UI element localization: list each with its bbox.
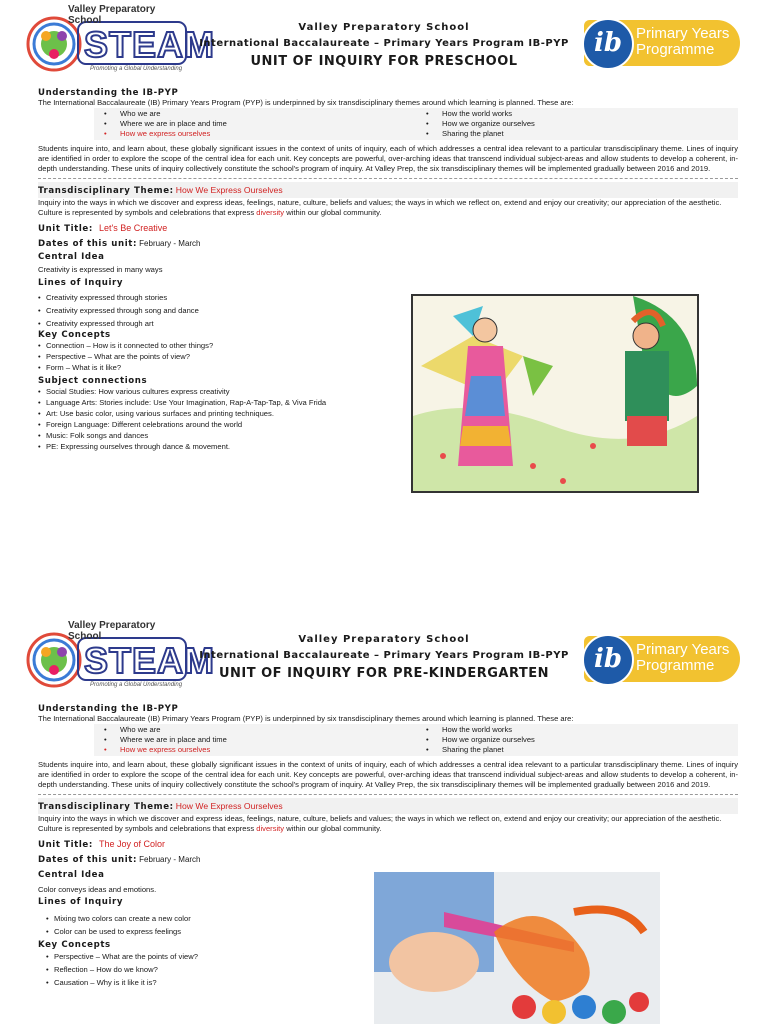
ib-symbol: ib <box>582 18 634 70</box>
painting-photo-illustration <box>374 872 660 1024</box>
central-idea-label: Central Idea <box>38 870 105 880</box>
central-idea-label: Central Idea <box>38 252 105 262</box>
ib-logo-text <box>636 642 729 674</box>
understanding-title: Understanding the IB-PYP <box>38 704 179 714</box>
theme-item: • Sharing the planet <box>426 745 738 755</box>
school-name: Valley Preparatory School <box>298 634 470 645</box>
page-header <box>0 0 768 88</box>
central-idea: Creativity is expressed in many ways <box>38 265 163 274</box>
unit-title-row <box>38 839 738 850</box>
list-item: • Creativity expressed through art <box>38 317 738 330</box>
td-value: How We Express Ourselves <box>175 185 283 195</box>
ib-pyp-logo <box>584 636 740 682</box>
list-item: • Creativity expressed through song and dance <box>38 304 738 317</box>
central-idea: Color conveys ideas and emotions. <box>38 885 157 894</box>
td-label: Transdisciplinary Theme: <box>38 186 174 196</box>
theme-item: • Where we are in place and time <box>104 735 416 745</box>
divider <box>38 794 738 795</box>
theme-item: • How the world works <box>426 109 738 119</box>
divider <box>38 178 738 179</box>
drawing-illustration <box>413 296 697 491</box>
themes-column-right <box>416 109 738 139</box>
list-item: • Perspective – What are the points of view? <box>46 950 738 963</box>
ib-logo-line2: Programme <box>636 657 715 674</box>
intro-text: The International Baccalaureate (IB) Primary Years Program (PYP) is underpinned by six transdisciplinary themes around which learning is planned. These are: <box>38 98 574 107</box>
understanding-title: Understanding the IB-PYP <box>38 88 179 98</box>
children-drawing-image <box>411 294 699 493</box>
list-item: • Mixing two colors can create a new color <box>46 912 738 925</box>
list-item: • Color can be used to express feelings <box>46 925 738 938</box>
td-desc-highlight: diversity <box>256 208 285 217</box>
unit-title-label: Unit Title: <box>38 224 93 234</box>
key-concepts-label: Key Concepts <box>38 330 111 340</box>
list-item: • Foreign Language: Different celebrations around the world <box>38 419 738 430</box>
theme-item: • How we organize ourselves <box>426 735 738 745</box>
list-item: • PE: Expressing ourselves through dance & movement. <box>38 441 738 452</box>
unit-heading: UNIT OF INQUIRY FOR PRESCHOOL <box>250 54 518 69</box>
unit-title: Let's Be Creative <box>99 223 168 233</box>
list-item: • Creativity expressed through stories <box>38 291 738 304</box>
dates-label: Dates of this unit: <box>38 855 138 865</box>
inquiry-paragraph: Students inquire into, and learn about, these globally significant issues in the context of units of inquiry, each of which addresses a central idea relevant to a particular transdisciplinary theme. Lines of inquiry are identified in order to explore the scope of the central idea for each unit. Key concepts are powerful, over-arching ideas that transcend individual subject-areas and allow students to develop a coherent, in-depth understanding. These units of inquiry collectively constitute the school's program of inquiry. At Valley Prep, the six transdisciplinary themes will be implemented gradually between 2016 and 2019. <box>38 760 738 789</box>
td-desc-end: within our global community. <box>284 824 382 833</box>
list-item: • Perspective – What are the points of view? <box>38 351 738 362</box>
unit-title-label: Unit Title: <box>38 840 93 850</box>
theme-item: • Where we are in place and time <box>104 119 416 129</box>
list-item: • Connection – How is it connected to other things? <box>38 340 738 351</box>
logo-tagline: Promoting a Global Understanding <box>90 66 183 72</box>
unit-title-row <box>38 223 738 234</box>
ib-logo-line1: Primary Years <box>636 641 730 658</box>
unit-heading: UNIT OF INQUIRY FOR PRE-KINDERGARTEN <box>218 666 550 681</box>
key-concepts-label: Key Concepts <box>38 940 111 950</box>
theme-item: • How the world works <box>426 725 738 735</box>
program-name: International Baccalaureate – Primary Years Program IB-PYP <box>199 38 569 49</box>
themes-column-left <box>94 725 416 755</box>
td-label: Transdisciplinary Theme: <box>38 802 174 812</box>
child-painting-photo <box>374 872 660 1024</box>
themes-list <box>94 108 738 140</box>
list-item: • Art: Use basic color, using various surfaces and printing techniques. <box>38 408 738 419</box>
transdisciplinary-theme-bar <box>38 798 738 814</box>
themes-list <box>94 724 738 756</box>
themes-column-right <box>416 725 738 755</box>
list-item: • Form – What is it like? <box>38 362 738 373</box>
td-description <box>38 814 738 834</box>
logo-tagline: Promoting a Global Understanding <box>90 682 183 688</box>
dates-row <box>38 855 738 865</box>
list-item: • Reflection – How do we know? <box>46 963 738 976</box>
lines-of-inquiry-label: Lines of Inquiry <box>38 278 124 288</box>
inquiry-paragraph: Students inquire into, and learn about, these globally significant issues in the context of units of inquiry, each of which addresses a central idea relevant to a particular transdisciplinary theme. Lines of inquiry are identified in order to explore the scope of the central idea for each unit. Key concepts are powerful, over-arching ideas that transcend individual subject-areas and allow students to develop a coherent, in-depth understanding. These units of inquiry collectively constitute the school's program of inquiry. At Valley Prep, the six transdisciplinary themes will be implemented gradually between 2016 and 2019. <box>38 144 738 173</box>
unit-pre-kindergarten <box>0 616 768 1024</box>
td-desc-end: within our global community. <box>284 208 382 217</box>
ib-logo-line1: Primary Years <box>636 25 730 42</box>
td-desc-highlight: diversity <box>256 824 285 833</box>
td-desc-text: Inquiry into the ways in which we discover and express ideas, feelings, nature, culture, beliefs and values; the ways in which we reflect on, extend and enjoy our creativity; our appreciation of the aesthetic. Culture is represented by symbols and celebrations that express <box>38 198 722 217</box>
list-item: • Language Arts: Stories include: Use Your Imagination, Rap-A-Tap-Tap, & Viva Frida <box>38 397 738 408</box>
td-desc-text: Inquiry into the ways in which we discover and express ideas, feelings, nature, culture, beliefs and values; the ways in which we reflect on, extend and enjoy our creativity; our appreciation of the aesthetic. Culture is represented by symbols and celebrations that express <box>38 814 722 833</box>
list-item: • Causation – Why is it like it is? <box>46 976 738 989</box>
logo-school-name: Valley Preparatory School <box>68 620 156 642</box>
dates-label: Dates of this unit: <box>38 239 138 249</box>
logo-school-name: Valley Preparatory School <box>68 4 156 26</box>
theme-item-highlighted: • How we express ourselves <box>104 745 416 755</box>
page-header <box>0 616 768 704</box>
theme-item: • How we organize ourselves <box>426 119 738 129</box>
list-item: • Music: Folk songs and dances <box>38 430 738 441</box>
ib-pyp-logo <box>584 20 740 66</box>
theme-item: • Sharing the planet <box>426 129 738 139</box>
ib-logo-text <box>636 26 729 58</box>
dates-value: February - March <box>139 855 201 864</box>
logo-steam-word: STEAM <box>84 640 215 681</box>
ib-logo-line2: Programme <box>636 41 715 58</box>
themes-column-left <box>94 109 416 139</box>
td-description <box>38 198 738 218</box>
program-name: International Baccalaureate – Primary Years Program IB-PYP <box>199 650 569 661</box>
school-name: Valley Preparatory School <box>298 22 470 33</box>
subject-connections-label: Subject connections <box>38 376 148 386</box>
theme-item: • Who we are <box>104 109 416 119</box>
td-value: How We Express Ourselves <box>175 801 283 811</box>
dates-value: February - March <box>139 239 201 248</box>
intro-text: The International Baccalaureate (IB) Primary Years Program (PYP) is underpinned by six transdisciplinary themes around which learning is planned. These are: <box>38 714 574 723</box>
dates-row <box>38 239 738 249</box>
logo-steam-word: STEAM <box>84 24 215 65</box>
list-item: • Social Studies: How various cultures express creativity <box>38 386 738 397</box>
theme-item: • Who we are <box>104 725 416 735</box>
transdisciplinary-theme-bar <box>38 182 738 198</box>
theme-item-highlighted: • How we express ourselves <box>104 129 416 139</box>
ib-symbol: ib <box>582 634 634 686</box>
lines-of-inquiry-label: Lines of Inquiry <box>38 897 124 907</box>
unit-title: The Joy of Color <box>99 839 166 849</box>
